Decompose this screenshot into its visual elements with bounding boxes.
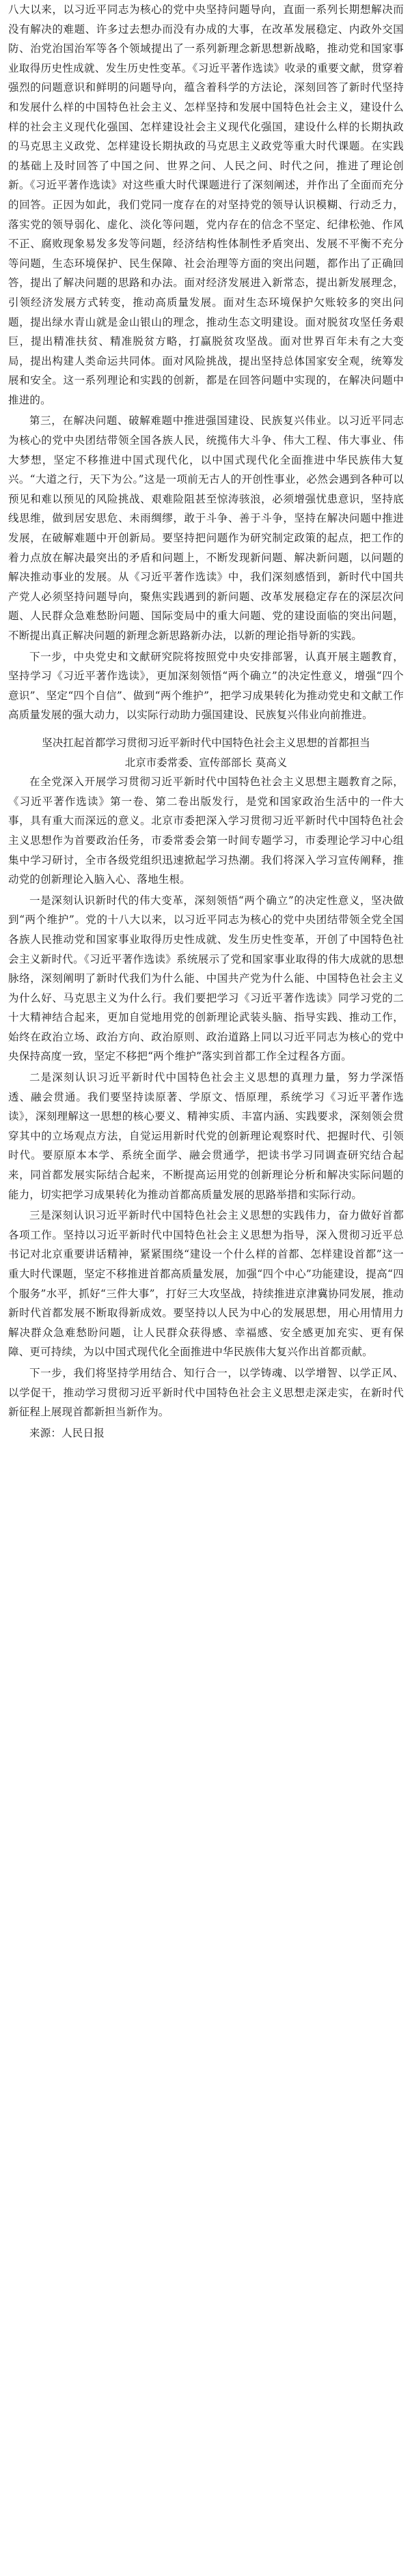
article-one-paragraph-2: 第三，在解决问题、破解难题中推进强国建设、民族复兴伟业。以习近平同志为核心的党中央团结带领全国各族人民，统揽伟大斗争、伟大工程、伟大事业、伟大梦想，坚定不移推进中国式现代化，以中国式现代化全面推进中华民族伟大复兴。“大道之行，天下为公。”这是一项前无古人的开创性事业，必然会遇到各种可以预见和难以预见的风险挑战、艰难险阻甚至惊涛骇浪，必须增强忧患意识，坚持底线思维，做到居安思危、未雨绸缪，敢于斗争、善于斗争，坚持在解决问题中推进发展，在破解难题中开创新局。要坚持把问题作为研究制定政策的起点，把工作的着力点放在解决最突出的矛盾和问题上，不断发现新问题、解决新问题，以问题的解决推动事业的发展。从《习近平著作选读》中，我们深刻感悟到，新时代中国共产党人必须坚持问题导向，聚焦实践遇到的新问题、改革发展稳定存在的深层次问题、人民群众急难愁盼问题、国际变局中的重大问题、党的建设面临的突出问题，不断提出真正解决问题的新理念新思路新办法，以新的理论指导新的实践。 — [8, 414, 404, 642]
article-two-paragraph-4: 三是深刻认识习近平新时代中国特色社会主义思想的实践伟力，奋力做好首都各项工作。坚持以习近平新时代中国特色社会主义思想为指导，深入贯彻习近平总书记对北京重要讲话精神，紧紧围绕“建设一个什么样的首都、怎样建设首都”这一重大时代课题，坚定不移推进首都高质量发展，加强“四个中心”功能建设，提高“四个服务”水平，抓好“三件大事”，打好三大攻坚战，持续推进京津冀协同发展，推动新时代首都发展不断取得新成效。要坚持以人民为中心的发展思想，用心用情用力解决群众急难愁盼问题，让人民群众获得感、幸福感、安全感更加充实、更有保障、更可持续，为以中国式现代化全面推进中华民族伟大复兴作出首都贡献。 — [8, 1209, 404, 1359]
article-two-paragraph-5: 下一步，我们将坚持学用结合、知行合一，以学铸魂、以学增智、以学正风、以学促干，推动学习贯彻习近平新时代中国特色社会主义思想走深走实，在新时代新征程上展现首都新担当新作为。 — [8, 1366, 404, 1419]
article-one-paragraph-1: 八大以来，以习近平同志为核心的党中央坚持问题导向，直面一系列长期想解决而没有解决的难题、许多过去想办而没有办成的大事，在改革发展稳定、内政外交国防、治党治国治军等各个领域提出了一系列新理念新思想新战略，推动党和国家事业取得历史性成就、发生历史性变革。《习近平著作选读》收录的重要文献，贯穿着强烈的问题意识和鲜明的问题导向，蕴含着科学的方法论，深刻回答了新时代坚持和发展什么样的中国特色社会主义、怎样坚持和发展中国特色社会主义，建设什么样的社会主义现代化强国、怎样建设社会主义现代化强国，建设什么样的长期执政的马克思主义政党、怎样建设长期执政的马克思主义政党等重大时代课题。在实践的基础上及时回答了中国之问、世界之问、人民之问、时代之问，推进了理论创新。《习近平著作选读》对这些重大时代课题进行了深刻阐述，并作出了全面而充分的回答。正因为如此，我们党同一度存在的对坚持党的领导认识模糊、行动乏力，落实党的领导弱化、虚化、淡化等问题，党内存在的信念不坚定、纪律松弛、作风不正、腐败现象易发多发等问题，经济结构性体制性矛盾突出、发展不平衡不充分等问题，生态环境保护、民生保障、社会治理等方面的突出问题，都作出了正确回答，提出了解决问题的思路和办法。面对经济发展进入新常态，提出新发展理念，引领经济发展方式转变，推动高质量发展。面对生态环境保护欠账较多的突出问题，提出绿水青山就是金山银山的理念，推动生态文明建设。面对脱贫攻坚任务艰巨，提出精准扶贫、精准脱贫方略，打赢脱贫攻坚战。面对世界百年未有之大变局，提出构建人类命运共同体。面对风险挑战，提出坚持总体国家安全观，统筹发展和安全。这一系列理论和实践的创新，都是在回答问题中实现的，在解决问题中推进的。 — [8, 3, 404, 406]
section-gap — [8, 725, 404, 733]
article-one-paragraph-3: 下一步，中央党史和文献研究院将按照党中央安排部署，认真开展主题教育，坚持学习《习近平著作选读》，更加深刻领悟“两个确立”的决定性意义，增强“四个意识”、坚定“四个自信”、做到“两个维护”，把学习成果转化为推动党史和文献工作高质量发展的强大动力，以实际行动助力强国建设、民族复兴伟业向前推进。 — [8, 650, 404, 722]
article-two-author: 北京市委常委、宣传部部长 莫高义 — [124, 756, 288, 769]
article-two-paragraph-1: 在全党深入开展学习贯彻习近平新时代中国特色社会主义思想主题教育之际，《习近平著作选读》第一卷、第二卷出版发行，是党和国家政治生活中的一件大事，具有重大而深远的意义。北京市委把深入学习贯彻习近平新时代中国特色社会主义思想作为首要政治任务，市委常委会第一时间专题学习，市委理论学习中心组集中学习研讨，全市各级党组织迅速掀起学习热潮。我们将深入学习宣传阐释，推动党的创新理论入脑入心、落地生根。 — [8, 776, 404, 886]
article-source: 来源：人民日报 — [29, 1426, 105, 1439]
article-two-paragraph-3: 二是深刻认识习近平新时代中国特色社会主义思想的真理力量，努力学深悟透、融会贯通。我们要坚持读原著、学原文、悟原理，系统学习《习近平著作选读》，深刻理解这一思想的核心要义、精神实质、丰富内涵、实践要求，深刻领会贯穿其中的立场观点方法，自觉运用新时代党的创新理论观察时代、把握时代、引领时代。要原原本本学、系统全面学、融会贯通学，把读书学习同调查研究结合起来，同首都发展实际结合起来，不断提高运用党的创新理论分析和解决实际问题的能力，切实把学习成果转化为推动首都高质量发展的思路举措和实际行动。 — [8, 1071, 404, 1201]
article-two — [8, 733, 404, 1443]
article-one — [8, 0, 404, 725]
article-two-title: 坚决扛起首都学习贯彻习近平新时代中国特色社会主义思想的首都担当 — [42, 736, 370, 749]
article-two-paragraph-2: 一是深刻认识新时代的伟大变革，深刻领悟“两个确立”的决定性意义，坚决做到“两个维护”。党的十八大以来，以习近平同志为核心的党中央团结带领全党全国各族人民推动党和国家事业取得历史性成就、发生历史性变革，开创了中国特色社会主义新时代。《习近平著作选读》系统展示了党和国家事业取得的伟大成就的思想脉络，深刻阐明了新时代我们为什么能、中国共产党为什么能、中国特色社会主义为什么好、马克思主义为什么行。我们要把学习《习近平著作选读》同学习党的二十大精神结合起来，更加自觉地用党的创新理论武装头脑、指导实践、推动工作，始终在政治立场、政治方向、政治原则、政治道路上同以习近平同志为核心的党中央保持高度一致，坚定不移把“两个维护”落实到首都工作全过程各方面。 — [8, 894, 404, 1063]
